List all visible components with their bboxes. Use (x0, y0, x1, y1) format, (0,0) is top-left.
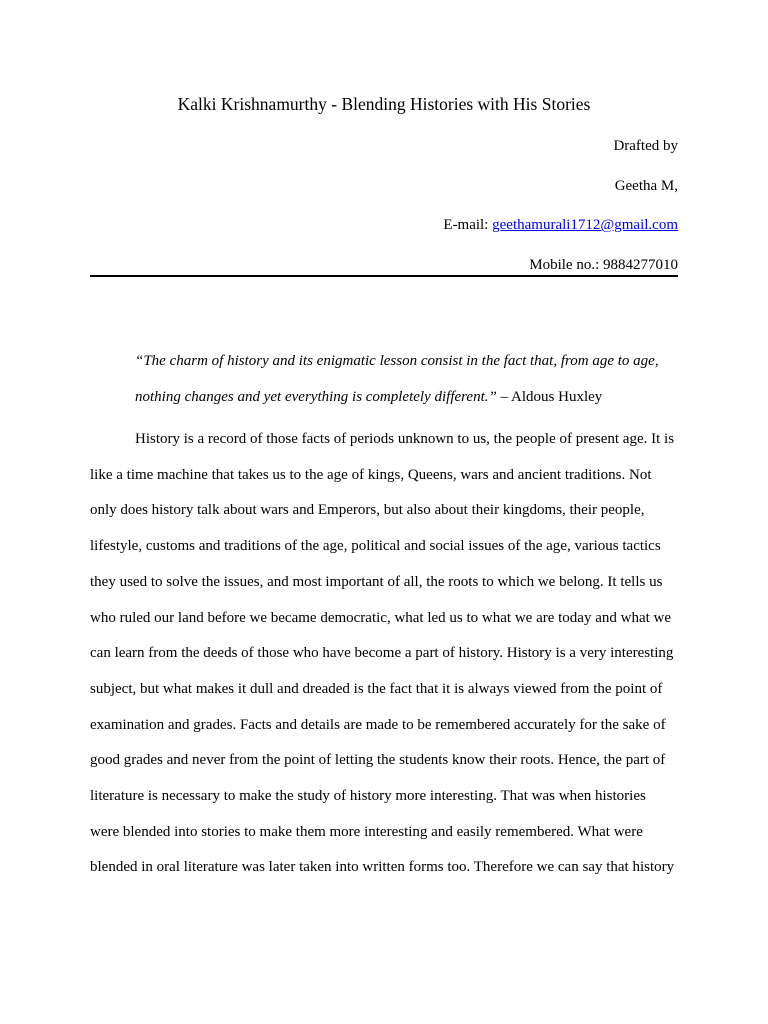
epigraph-quote-end: nothing changes and yet everything is completely different.” (135, 388, 497, 405)
email-label: E-mail: (443, 217, 493, 233)
epigraph (135, 344, 680, 415)
body-line: good grades and never from the point of letting the students know their roots. Hence, the part of (90, 752, 666, 769)
epigraph-line-2 (135, 380, 680, 416)
email-link[interactable]: geethamurali1712@gmail.com (492, 217, 678, 233)
body-line: can learn from the deeds of those who have become a part of history. History is a very interesting (90, 645, 674, 662)
epigraph-line-1: “The charm of history and its enigmatic lesson consist in the fact that, from age to age, (135, 353, 659, 369)
author-name: Geetha M, (614, 178, 678, 194)
body-paragraph (90, 422, 680, 886)
body-line: examination and grades. Facts and details are made to be remembered accurately for the sake of (90, 716, 666, 733)
epigraph-attribution: – Aldous Huxley (496, 388, 603, 405)
drafted-by-label: Drafted by (613, 138, 678, 154)
body-line: literature is necessary to make the study of history more interesting. That was when histories (90, 788, 646, 805)
body-line: lifestyle, customs and traditions of the age, political and social issues of the age, various tactics (90, 538, 661, 555)
body-line: were blended into stories to make them more interesting and easily remembered. What were (90, 823, 643, 840)
body-line: like a time machine that takes us to the age of kings, Queens, wars and ancient traditions. Not (90, 466, 652, 483)
body-line: who ruled our land before we became democratic, what led us to what we are today and what we (90, 609, 672, 626)
email-line (443, 215, 678, 235)
body-line: subject, but what makes it dull and dreaded is the fact that it is always viewed from the point of (90, 680, 663, 697)
header-divider (90, 275, 678, 277)
body-line: History is a record of those facts of periods unknown to us, the people of present age. It is (135, 431, 675, 447)
mobile-number: Mobile no.: 9884277010 (529, 257, 678, 273)
body-line: only does history talk about wars and Emperors, but also about their kingdoms, their people, (90, 502, 645, 519)
body-line: blended in oral literature was later taken into written forms too. Therefore we can say that history (90, 859, 675, 876)
document-title: Kalki Krishnamurthy - Blending Histories with His Stories (177, 94, 591, 114)
body-line: they used to solve the issues, and most important of all, the roots to which we belong. It tells us (90, 573, 663, 590)
